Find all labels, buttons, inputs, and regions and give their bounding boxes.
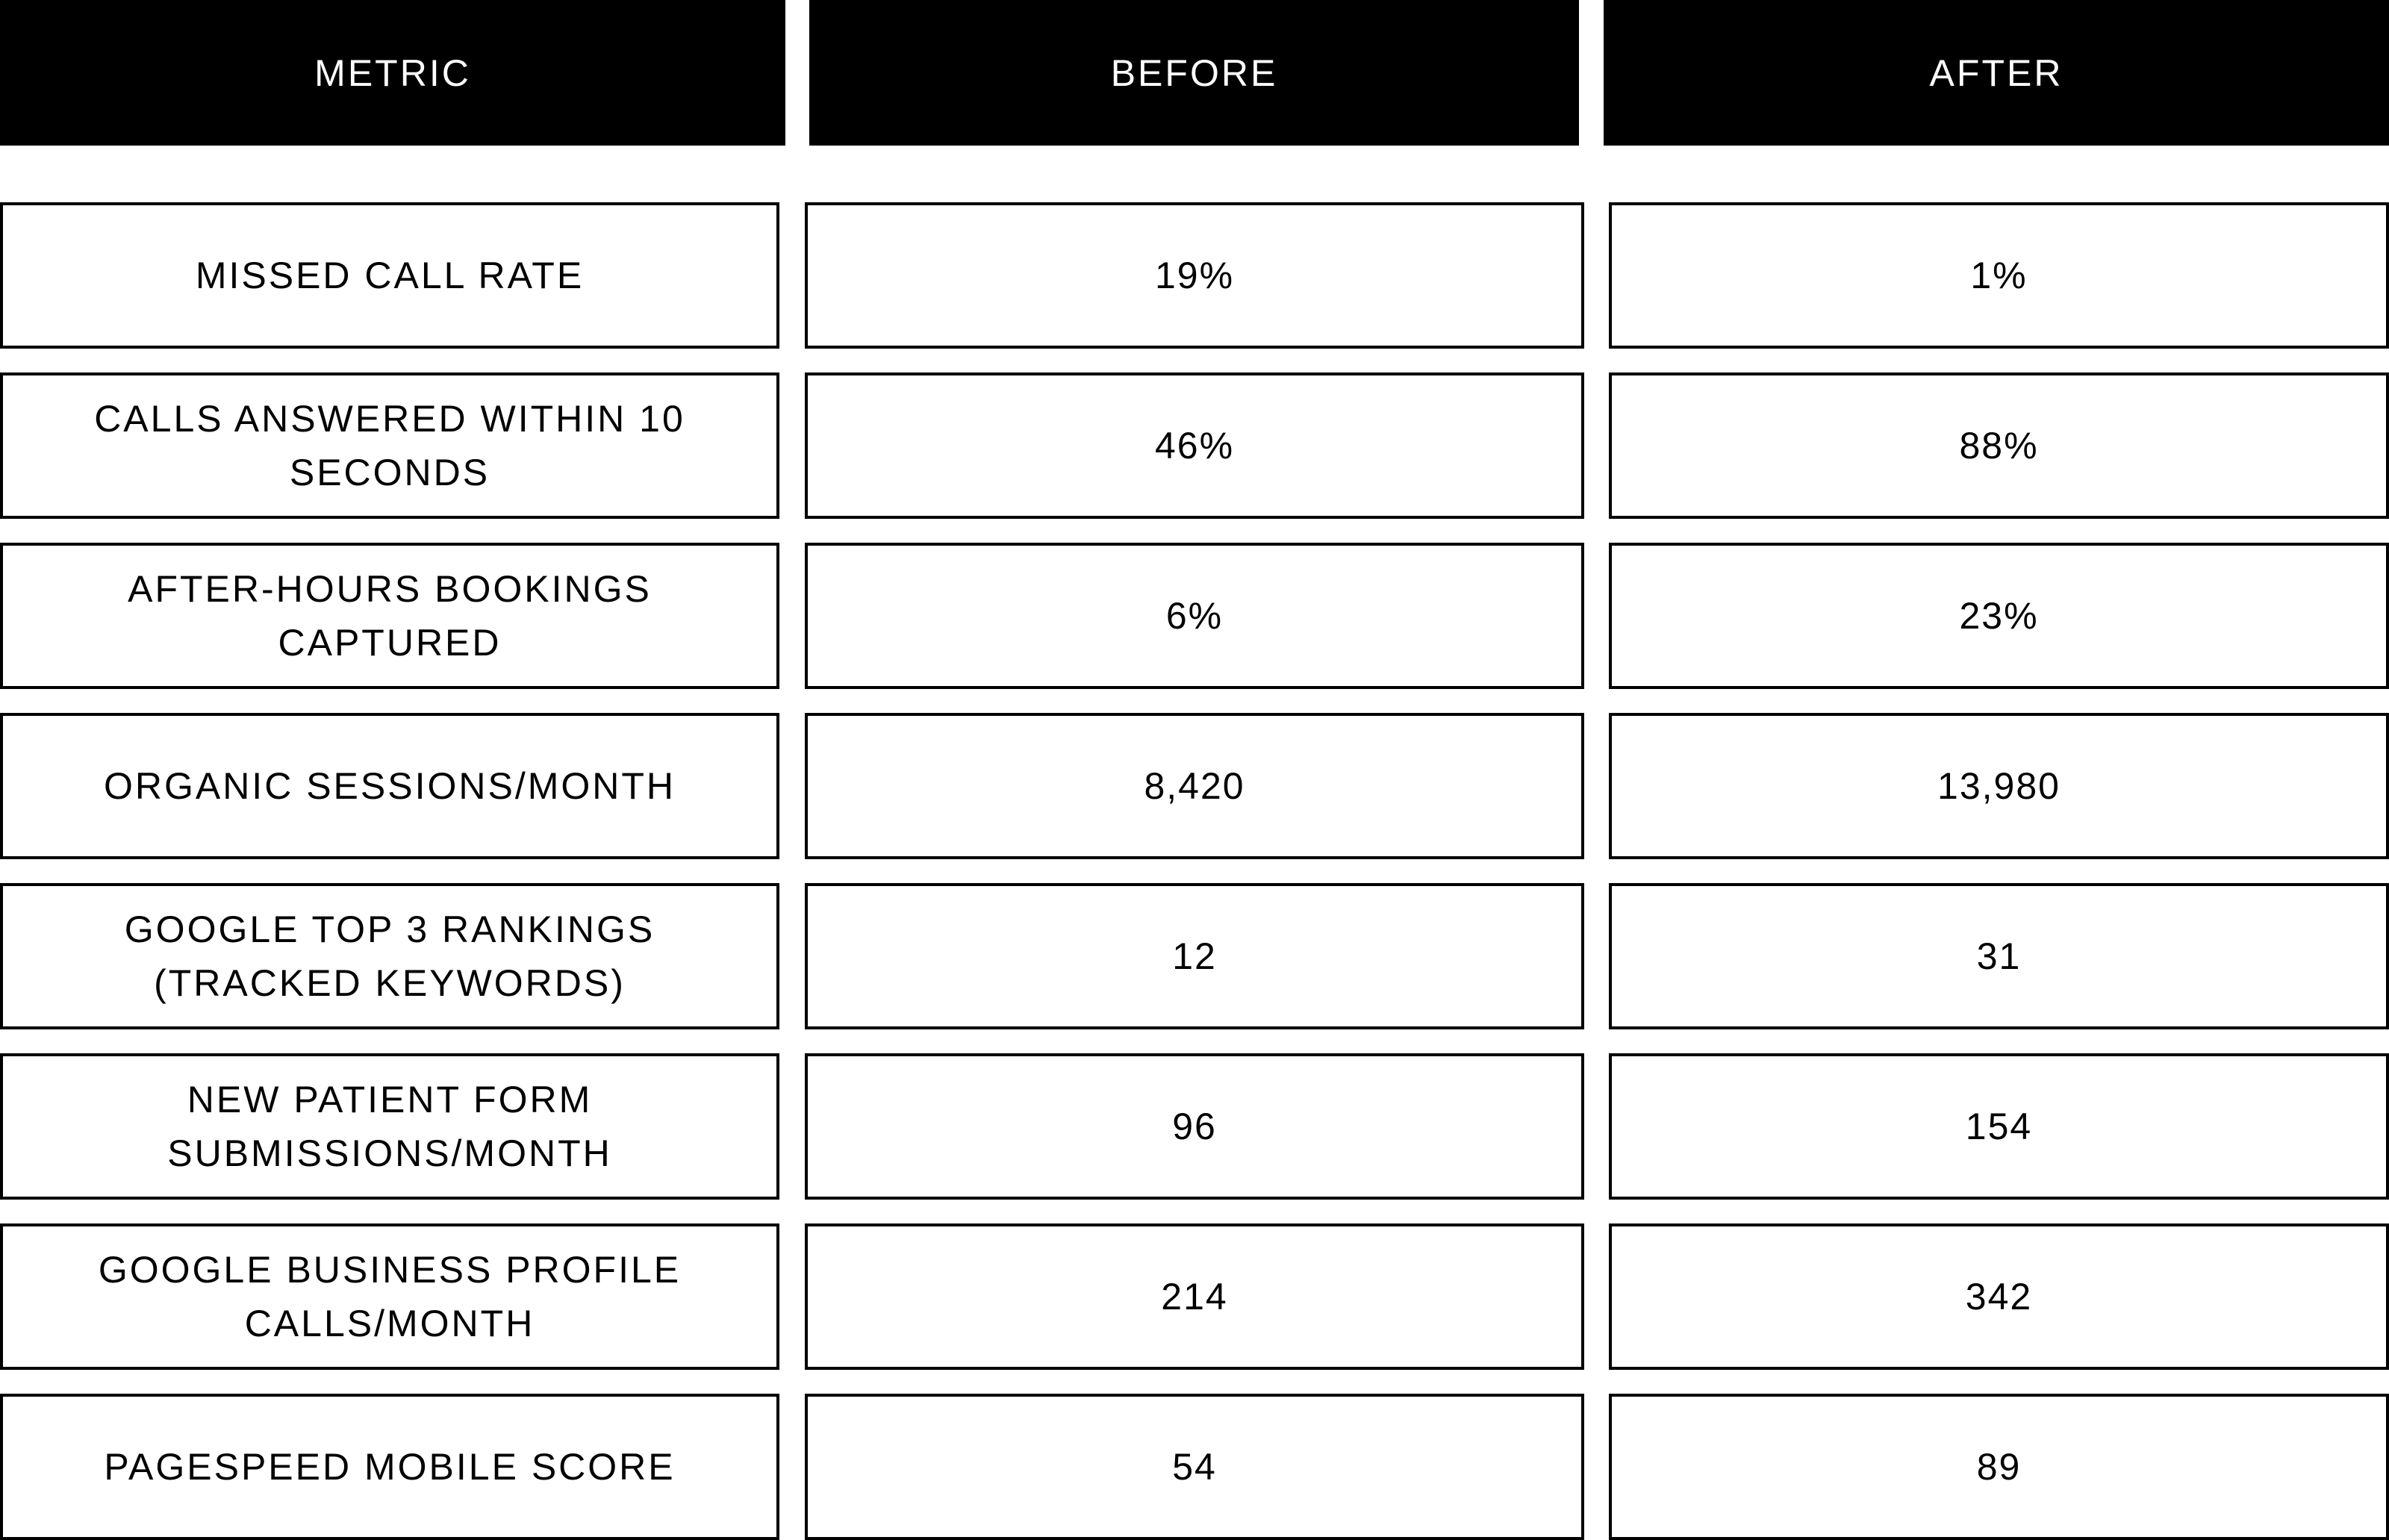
- before-value: 6%: [805, 543, 1584, 689]
- before-value: 54: [805, 1394, 1584, 1540]
- after-value: 88%: [1609, 372, 2389, 519]
- after-value: 31: [1609, 883, 2389, 1029]
- metric-cell: MISSED CALL RATE: [0, 202, 779, 349]
- before-value: 12: [805, 883, 1584, 1029]
- before-value: 46%: [805, 372, 1584, 519]
- metric-cell: NEW PATIENT FORM SUBMISSIONS/MONTH: [0, 1053, 779, 1200]
- header-after: AFTER: [1604, 0, 2389, 146]
- after-value: 13,980: [1609, 713, 2389, 859]
- before-value: 96: [805, 1053, 1584, 1200]
- metric-cell: PAGESPEED MOBILE SCORE: [0, 1394, 779, 1540]
- after-value: 23%: [1609, 543, 2389, 689]
- before-value: 8,420: [805, 713, 1584, 859]
- after-value: 89: [1609, 1394, 2389, 1540]
- header-metric: METRIC: [0, 0, 785, 146]
- table-row: [0, 1053, 2389, 1200]
- before-value: 19%: [805, 202, 1584, 349]
- table-row: [0, 1223, 2389, 1370]
- header-before: BEFORE: [809, 0, 1579, 146]
- metric-cell: AFTER-HOURS BOOKINGS CAPTURED: [0, 543, 779, 689]
- table-row: [0, 202, 2389, 349]
- after-value: 1%: [1609, 202, 2389, 349]
- table-row: [0, 543, 2389, 689]
- table-row: [0, 883, 2389, 1029]
- metric-cell: ORGANIC SESSIONS/MONTH: [0, 713, 779, 859]
- after-value: 342: [1609, 1223, 2389, 1370]
- table-row: [0, 713, 2389, 859]
- before-value: 214: [805, 1223, 1584, 1370]
- table-row: [0, 1394, 2389, 1540]
- after-value: 154: [1609, 1053, 2389, 1200]
- table-row: [0, 372, 2389, 519]
- metric-cell: GOOGLE TOP 3 RANKINGS (TRACKED KEYWORDS): [0, 883, 779, 1029]
- metric-cell: GOOGLE BUSINESS PROFILE CALLS/MONTH: [0, 1223, 779, 1370]
- metric-cell: CALLS ANSWERED WITHIN 10 SECONDS: [0, 372, 779, 519]
